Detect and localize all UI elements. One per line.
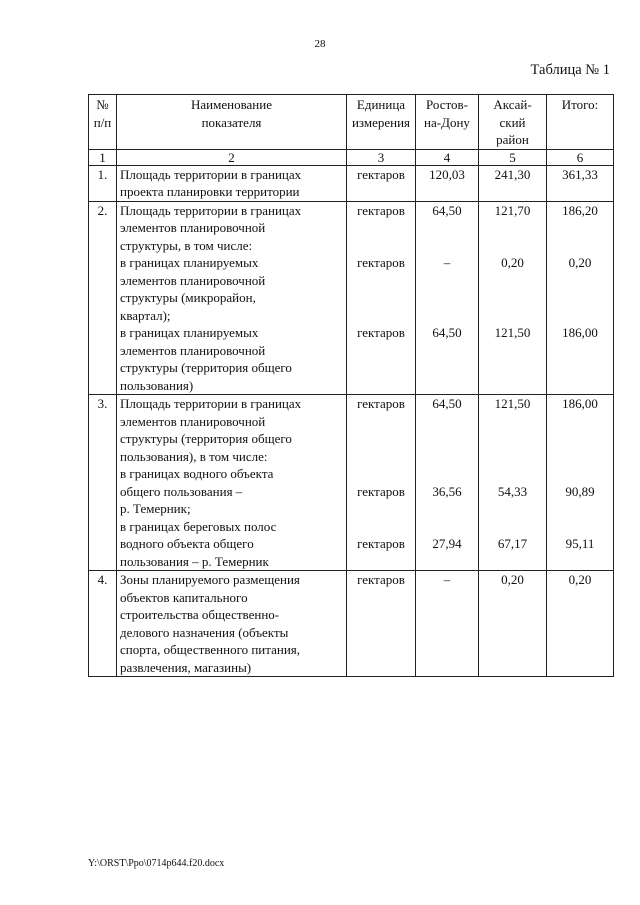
table-row xyxy=(89,571,614,677)
page-number: 28 xyxy=(314,38,326,50)
header-rostov: Ростов- на-Дону xyxy=(416,95,479,150)
column-number: 1 xyxy=(89,149,117,165)
column-number: 3 xyxy=(347,149,416,165)
row-number: 2. xyxy=(89,201,117,395)
row-number: 1. xyxy=(89,165,117,201)
total-value: 361,33 xyxy=(547,165,614,201)
column-number: 2 xyxy=(117,149,347,165)
row-number: 3. xyxy=(89,395,117,571)
indicators-table xyxy=(88,94,614,677)
header-unit: Единица измерения xyxy=(347,95,416,150)
aksai-value: 121,70 0,20 121,50 xyxy=(479,201,547,395)
rostov-value: 64,50 – 64,50 xyxy=(416,201,479,395)
total-value: 186,20 0,20 186,00 xyxy=(547,201,614,395)
total-value: 186,00 90,89 95,11 xyxy=(547,395,614,571)
unit-cell: гектаров гектаров гектаров xyxy=(347,201,416,395)
footer-file-path: Y:\ORST\Ppo\0714p644.f20.docx xyxy=(88,858,225,869)
table-row xyxy=(89,165,614,201)
header-aksai: Аксай- ский район xyxy=(479,95,547,150)
indicator-name: Площадь территории в границах элементов планировочной структуры (территория общего пользования), в том числе: в границах водного объекта общего пользования – р. Темерник; в границах береговых полос водного объекта общего пользования – р. Темерник xyxy=(117,395,347,571)
indicator-name: Площадь территории в границах элементов планировочной структуры, в том числе: в границах планируемых элементов планировочной структуры (микрорайон, квартал); в границах планируемых элементов планировочной структуры (территория общего пользования) xyxy=(117,201,347,395)
rostov-value: 120,03 xyxy=(416,165,479,201)
aksai-value: 121,50 54,33 67,17 xyxy=(479,395,547,571)
column-number: 4 xyxy=(416,149,479,165)
header-num: № п/п xyxy=(89,95,117,150)
rostov-value: – xyxy=(416,571,479,677)
indicator-name: Зоны планируемого размещения объектов капитального строительства общественно- делового назначения (объекты спорта, общественного питания, развлечения, магазины) xyxy=(117,571,347,677)
total-value: 0,20 xyxy=(547,571,614,677)
unit-cell: гектаров xyxy=(347,165,416,201)
table-row xyxy=(89,201,614,395)
rostov-value: 64,50 36,56 27,94 xyxy=(416,395,479,571)
aksai-value: 0,20 xyxy=(479,571,547,677)
unit-cell: гектаров гектаров гектаров xyxy=(347,395,416,571)
unit-cell: гектаров xyxy=(347,571,416,677)
aksai-value: 241,30 xyxy=(479,165,547,201)
row-number: 4. xyxy=(89,571,117,677)
table-header-row xyxy=(89,95,614,150)
table-caption: Таблица № 1 xyxy=(530,62,610,78)
column-number-row xyxy=(89,149,614,165)
header-name: Наименование показателя xyxy=(117,95,347,150)
table-row xyxy=(89,395,614,571)
column-number: 5 xyxy=(479,149,547,165)
header-total: Итого: xyxy=(547,95,614,150)
column-number: 6 xyxy=(547,149,614,165)
indicator-name: Площадь территории в границах проекта планировки территории xyxy=(117,165,347,201)
